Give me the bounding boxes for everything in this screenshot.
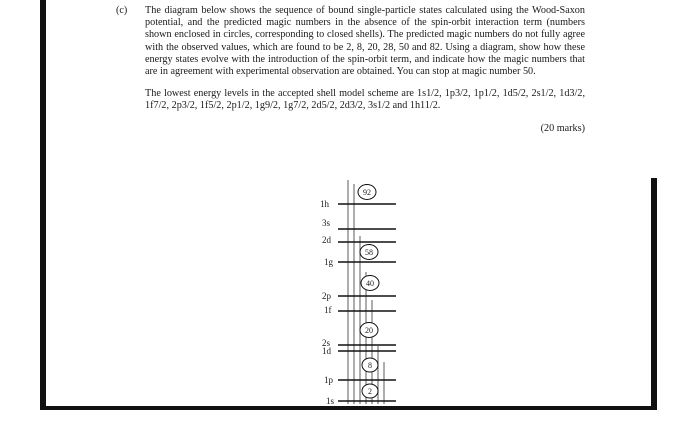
magic-number-label: 8 [368, 361, 372, 370]
level-label: 2d [322, 235, 331, 245]
level-label: 1f [324, 305, 332, 315]
level-label: 2s [322, 338, 331, 348]
marks-label: (20 marks) [540, 122, 585, 134]
level-label: 2p [322, 291, 331, 301]
magic-number-label: 2 [368, 387, 372, 396]
magic-number-label: 40 [366, 279, 374, 288]
magic-number-label: 20 [365, 326, 373, 335]
magic-number-label: 58 [365, 248, 373, 257]
magic-number-label: 92 [363, 188, 371, 197]
level-label: 1p [324, 375, 333, 385]
level-label: 1d [322, 346, 331, 356]
level-label: 3s [322, 218, 331, 228]
question-paragraph-2: The lowest energy levels in the accepted shell model scheme are 1s1/2, 1p3/2, 1p1/2, 1d5/2, 2s1/2, 1d3/2, 1f7/2, 2p3/2, 1f5/2, 2p1/2, 1g9/2, 1g7/2, 2d5/2, 2d3/2, 3s1/2 and 1h11/2. [145, 88, 585, 112]
question-label: (c) [116, 5, 128, 16]
level-label: 1s [326, 396, 335, 406]
level-label: 1g [324, 257, 333, 267]
question-paragraph-1: The diagram below shows the sequence of bound single-particle states calculated using the Wood-Saxon potential, and the predicted magic numbers in the absence of the spin-orbit interaction term (numbers shown enclosed in circles, corresponding to closed shells). The predicted magic numbers do not fully agree with the observed values, which are found to be 2, 8, 20, 28, 50 and 82. Using a diagram, show how these energy states evolve with the introduction of the spin-orbit term, and indicate how the magic numbers that are in agreement with experimental observation are obtained. You can stop at magic number 50. [145, 5, 585, 78]
level-label: 1h [320, 199, 329, 209]
